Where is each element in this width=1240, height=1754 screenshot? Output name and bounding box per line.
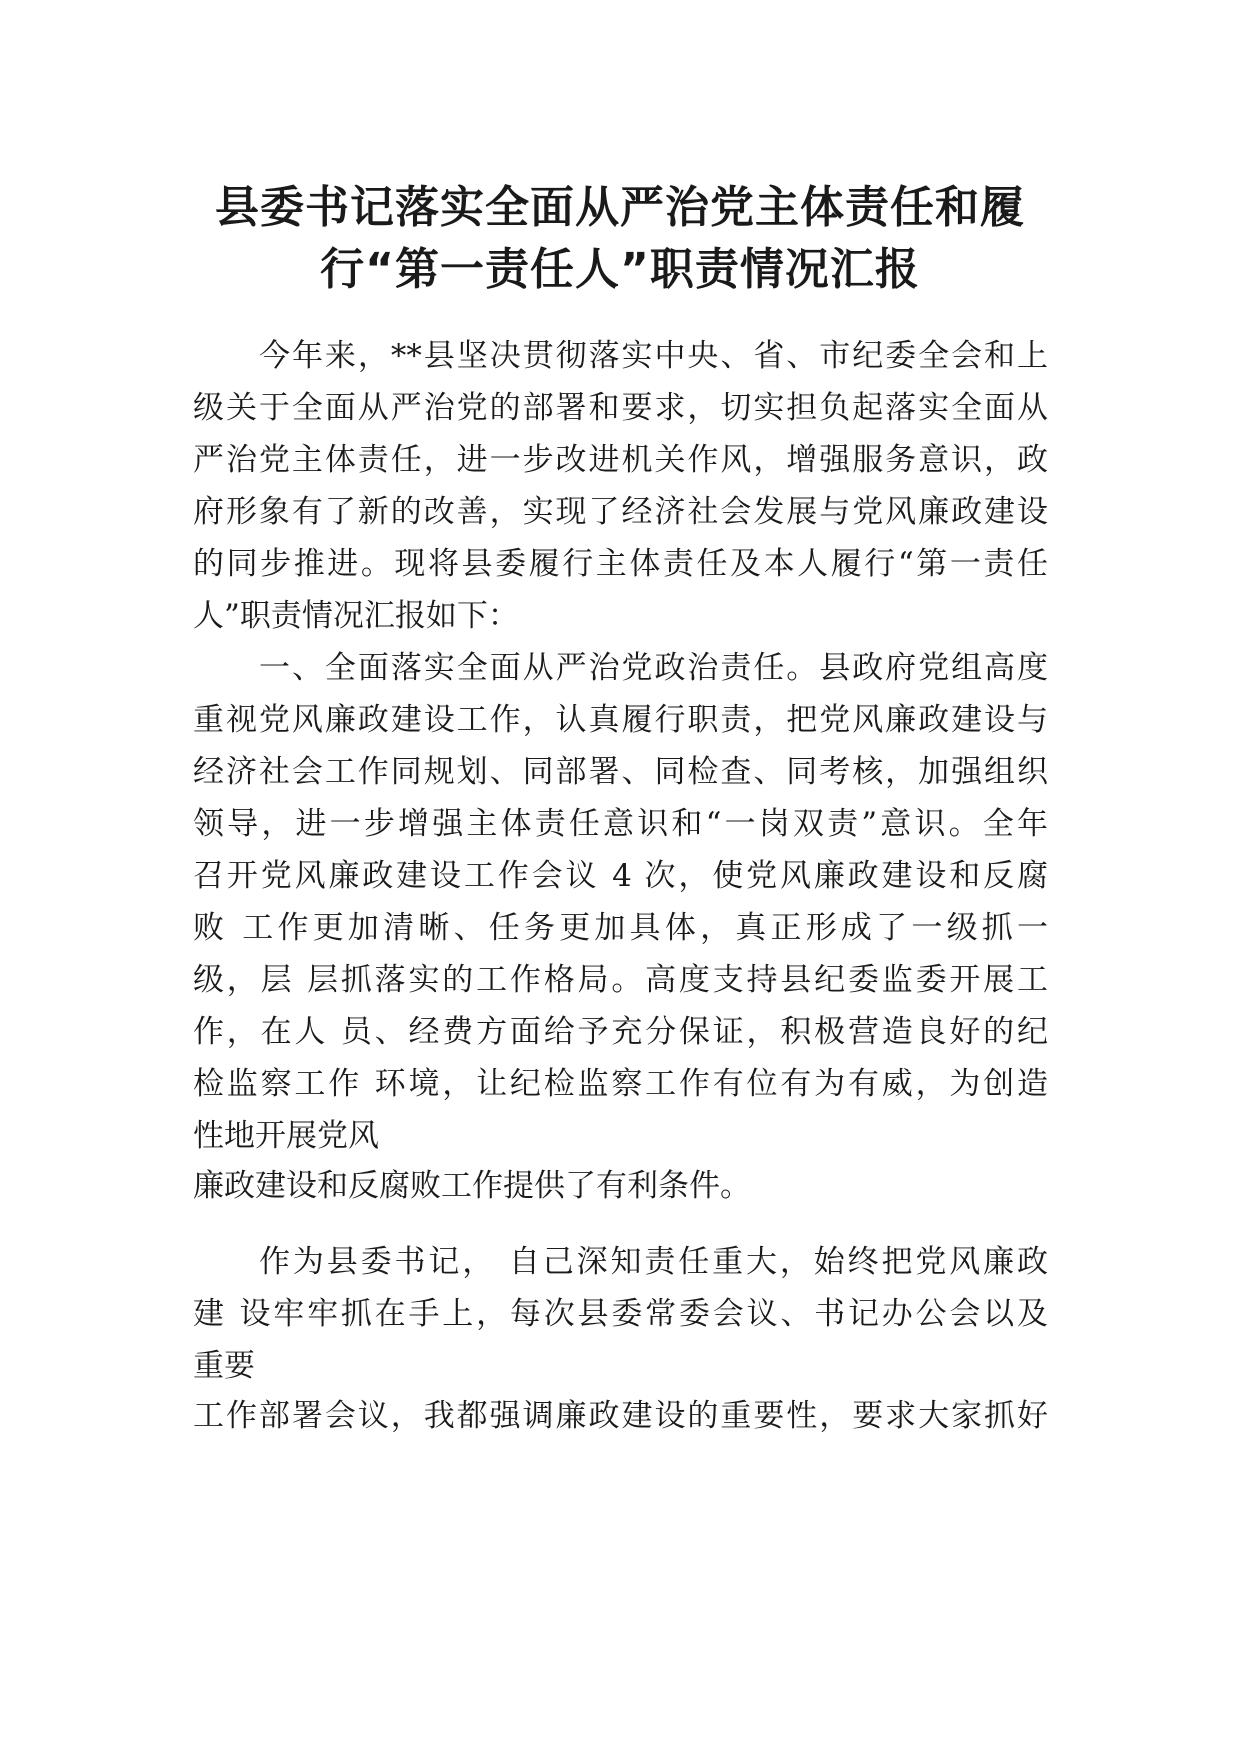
body-text-line: 级关于全面从严治党的部署和要求，切实担负起落实全面从 <box>193 390 1048 426</box>
document-title-line-1: 县委书记落实全面从严治党主体责任和履 <box>215 182 1025 233</box>
body-text-line: 一、全面落实全面从严治党政治责任。县政府党组高度 <box>259 650 1048 686</box>
body-text-line: 召开党风廉政建设工作会议 4 次，使党风廉政建设和反腐 <box>193 858 1048 894</box>
body-text-line: 今年来，**县坚决贯彻落实中央、省、市纪委全会和上 <box>259 338 1048 374</box>
body-text-line: 建 设牢牢抓在手上，每次县委常委会议、书记办公会以及 <box>193 1296 1048 1332</box>
body-text-line: 工作部署会议，我都强调廉政建设的重要性，要求大家抓好 <box>193 1398 1048 1434</box>
body-text-line: 败 工作更加清晰、任务更加具体，真正形成了一级抓一 <box>193 910 1048 946</box>
body-text-line: 重视党风廉政建设工作，认真履行职责，把党风廉政建设与 <box>193 702 1048 738</box>
body-text-line: 经济社会工作同规划、同部署、同检查、同考核，加强组织 <box>193 754 1048 790</box>
body-text-line: 级，层 层抓落实的工作格局。高度支持县纪委监委开展工 <box>193 962 1048 998</box>
body-text-line: 作为县委书记， 自己深知责任重大，始终把党风廉政 <box>259 1244 1048 1280</box>
body-text-line: 府形象有了新的改善，实现了经济社会发展与党风廉政建设 <box>193 494 1048 530</box>
body-text-line: 检监察工作 环境，让纪检监察工作有位有为有威，为创造 <box>193 1066 1048 1102</box>
body-text-line: 重要 <box>193 1348 255 1384</box>
body-text-line: 严治党主体责任，进一步改进机关作风，增强服务意识，政 <box>193 442 1048 478</box>
body-text-line: 廉政建设和反腐败工作提供了有利条件。 <box>193 1168 751 1204</box>
body-text-line: 作，在人 员、经费方面给予充分保证，积极营造良好的纪 <box>193 1014 1048 1050</box>
body-text-line: 领导，进一步增强主体责任意识和“一岗双责”意识。全年 <box>193 806 1048 842</box>
document-title-line-2: 行“第一责任人”职责情况汇报 <box>320 244 920 295</box>
body-text-line: 的同步推进。现将县委履行主体责任及本人履行“第一责任 <box>193 546 1048 582</box>
body-text-line: 人”职责情况汇报如下： <box>193 598 519 634</box>
body-text-line: 性地开展党风 <box>193 1118 379 1154</box>
